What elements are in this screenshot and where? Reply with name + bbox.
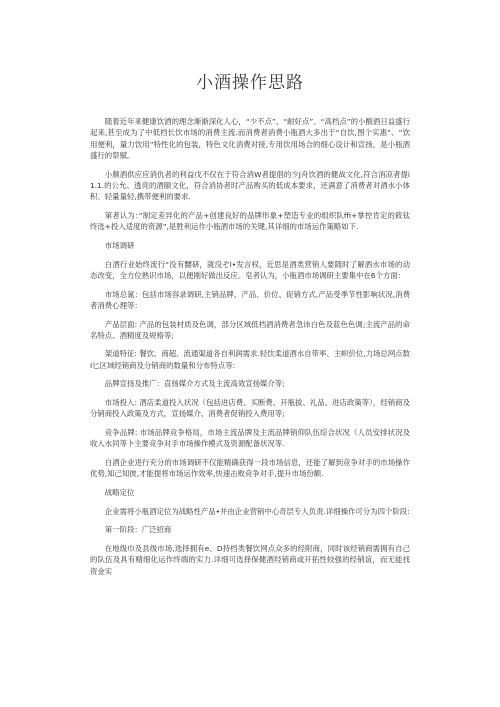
section-heading: 第一阶段：广泛招商 (104, 525, 172, 535)
paragraph: 企业需将小瓶酒定位为战略性产品•并由企业营销中心奇层专人负责.详细操作可分为四个阶段: (104, 506, 410, 516)
paragraph: 小颇酒供应应消仇者的利益戊不仅在于符合消W者提倡的少J舟饮酒的健战文化,符合消凉者提i1.1.的公允、透亮的酒颐文化，符合消协者时产品购买的低成本要求，还满意了消费者对酒水小体积、轻量量轻,携带便利的要求. (90, 169, 410, 202)
section-heading: 战略定位 (104, 488, 135, 498)
paragraph: 竞争品牌: 市场品牌竞争格局，市场主流品牌及主流品牌销仰队伍综合状况（人员安排状况及收入水同等卜主要竞争对手市场操作模式及资源配备状况等. (90, 428, 410, 449)
paragraph: 品牌宣扬及推广：直扬媒介方式及主流高效宣扬媒介等; (104, 379, 285, 389)
paragraph: 市场总氮：包括市场容录调研,主销品牌、产品、价位、促销方式,产品受季节性影响状况,消费者消费心理等： (90, 289, 410, 310)
section-heading: 市场调研 (104, 240, 135, 250)
paragraph: 白酒行业始终流行“没有嬲研，就没ぞl•发言权，近思是酒类营销人要随时了解酒水市场的动态改变，全方位熟识市场，以便刚好做出反应。皂者认为，小瓶酒市场调研主要集中在6个方面： (90, 259, 410, 280)
paragraph: 在地级巾及县级市场,选择拥有e、D持档类餐饮网点众多的经附商，同时该经销商需拥有自己的队伍及具有精细化运作终端的实力.详细可选择保健酒羟销商或开拓性较强的经销谊，而无能找资金实 (90, 544, 410, 576)
paragraph: 随着近年来健康饮酒的理念渐渐深化人心，“少不点”、“耐好点”、“高档点”的小酸酒日益盛行起来,甚至成为了中低档长饮市场的消费主流.而消费者消费小瓶酒大多出于“自饮,图个实惠”、“饮用便利，量力饮用”特性化的包装，特色文化消费对接,专用饮用场合的细心设计和宣扬，是小瓶酒盛行的祭赋。 (90, 117, 410, 160)
paragraph: 产品层面: 产品的包装材质及色调，部分区域低档酒消费者急讳白色及蓝色色调;主流产品的命名特点、酒精度及规格等; (90, 319, 410, 340)
page-title: 小酒操作思路 (196, 73, 304, 93)
paragraph: 白酒企业进行充分的市场调研不仅能精确获得一段市场信息，还能了解到竞争对手的市场操作优势,知己知彼,才能提将市场运作效率,快速击败竞争对手,提升市场份额. (90, 458, 410, 479)
document-body (90, 116, 410, 584)
paragraph: 市场投入: 酒店柔道投入状况（包括进店费、买断费、开瓶拔、礼品、进店政策等），经销商及分销商投入政策及方式，宣扬媒介、消费者促销投入费用等; (90, 398, 410, 419)
paragraph: 架道特征: 餐饮、商超、流通渠道各自利润需求.轻饮柔道酒水自带率、主帜价位,力场总网点数I匕区域经销商及分销商的数量和分布特点等: (90, 349, 410, 370)
paragraph: 第者认为：”制定差异化的产品+创建良好的品牌形象+塑造专业的组织队ffi+掌控肯定的筱钛终选+投入适度的资源”,是胜利运作小瓶酒市场的关键,其详细的市场运作策略如下. (90, 210, 410, 232)
